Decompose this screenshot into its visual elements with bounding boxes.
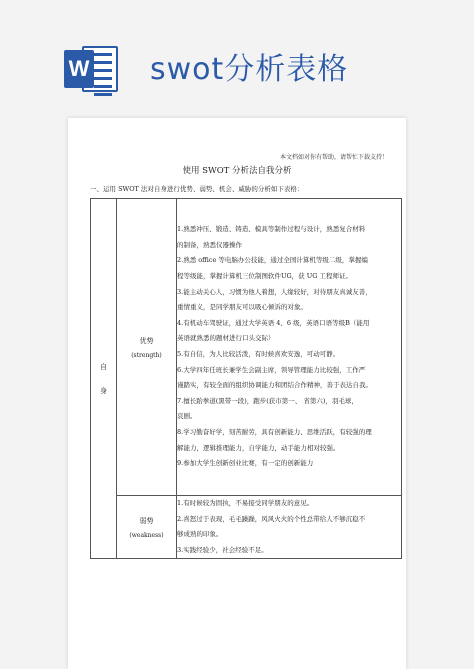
list-item: 2.喜怒过于表现，毛毛躁躁，风风火火的个性总带给人不够沉稳不 xyxy=(177,514,366,523)
banner-title: swot分析表格 xyxy=(150,52,349,87)
list-item: 3.能主动关心人，习惯为他人着想，人缘较好，对待朋友真诚友善， xyxy=(177,287,372,296)
list-item: 1.熟悉冲压、锻造、铸造、模具等制作过程与设计，熟悉复合材料 xyxy=(177,225,366,234)
list-item: 英语就熟悉的题材进行口头交际） xyxy=(177,334,275,343)
list-item: 哀剧。 xyxy=(177,412,197,421)
strength-items xyxy=(177,199,402,496)
word-logo-letter: W xyxy=(64,50,94,88)
list-item: 程等级能，掌握计算机三位制图软件UG，获 UG 工程师证。 xyxy=(177,272,352,281)
swot-table xyxy=(90,198,402,559)
category-english: (strength) xyxy=(131,351,162,359)
list-item: 1.有时候较为固执，不易接受同学朋友的意见。 xyxy=(177,499,314,507)
list-item: 9.参加大学生创新创业比赛，有一定的创新能力 xyxy=(177,459,314,468)
category-cell-strength xyxy=(117,199,177,496)
document-intro: 一、运用 SWOT 法对自身进行优势、弱势、机会、威胁的分析如下表格： xyxy=(90,185,304,193)
weakness-items xyxy=(177,496,402,559)
category-cell-weakness xyxy=(117,496,177,559)
list-item: 3.实践经验少，社会经验不足。 xyxy=(177,545,268,554)
table-row-strength xyxy=(91,199,402,496)
list-item: 谨踏实，有较全面的组织协调能力和团结合作精神，善于表达自我。 xyxy=(177,381,372,390)
self-label-cell xyxy=(91,199,117,559)
category-name: 优势 xyxy=(139,336,154,345)
list-item: 的制备，熟悉仪器操作 xyxy=(177,240,242,249)
list-item: 5.有自信，为人比较活泼，有时候喜欢安逸，可动可静。 xyxy=(177,350,340,358)
list-item: 4.有机动车驾驶证，通过大学英语 4、6 级，英语口语等级B（能用 xyxy=(177,318,370,327)
list-item: 8.学习勤奋好学，刻苦耐劳，具有创新能力、思维活跃，有较强的理 xyxy=(177,427,372,436)
list-item: 够成熟的印象。 xyxy=(177,530,223,539)
word-document-icon xyxy=(64,40,120,98)
list-item: 解能力，逻辑推理能力，自学能力，动手能力相对较强。 xyxy=(177,443,340,452)
download-note: 本文档如对你有帮助，请帮忙下载支持！ xyxy=(279,154,388,161)
list-item: 2.熟悉 office 等电脑办公技能，通过全国计算机等级二级，掌握编 xyxy=(177,256,368,265)
category-name: 弱势 xyxy=(139,516,154,525)
self-label-char: 身 xyxy=(100,386,107,395)
list-item: 7.擅长跆拳道(黑带一段)，跑步(获市第一、 省第六)，羽毛球， xyxy=(177,396,358,405)
table-row-weakness xyxy=(91,496,402,559)
document-page xyxy=(68,118,406,669)
category-english: (weakness) xyxy=(129,531,164,539)
list-item: 6.大学四年任班长兼学生会副主席，领导管理能力比较强，工作严 xyxy=(177,365,366,374)
list-item: 重情重义，是同学朋友可以吸心倾诉的对象。 xyxy=(177,303,307,312)
self-label-char: 自 xyxy=(100,362,107,371)
document-title: 使用 SWOT 分析法自我分析 xyxy=(182,166,292,176)
banner xyxy=(0,0,474,118)
